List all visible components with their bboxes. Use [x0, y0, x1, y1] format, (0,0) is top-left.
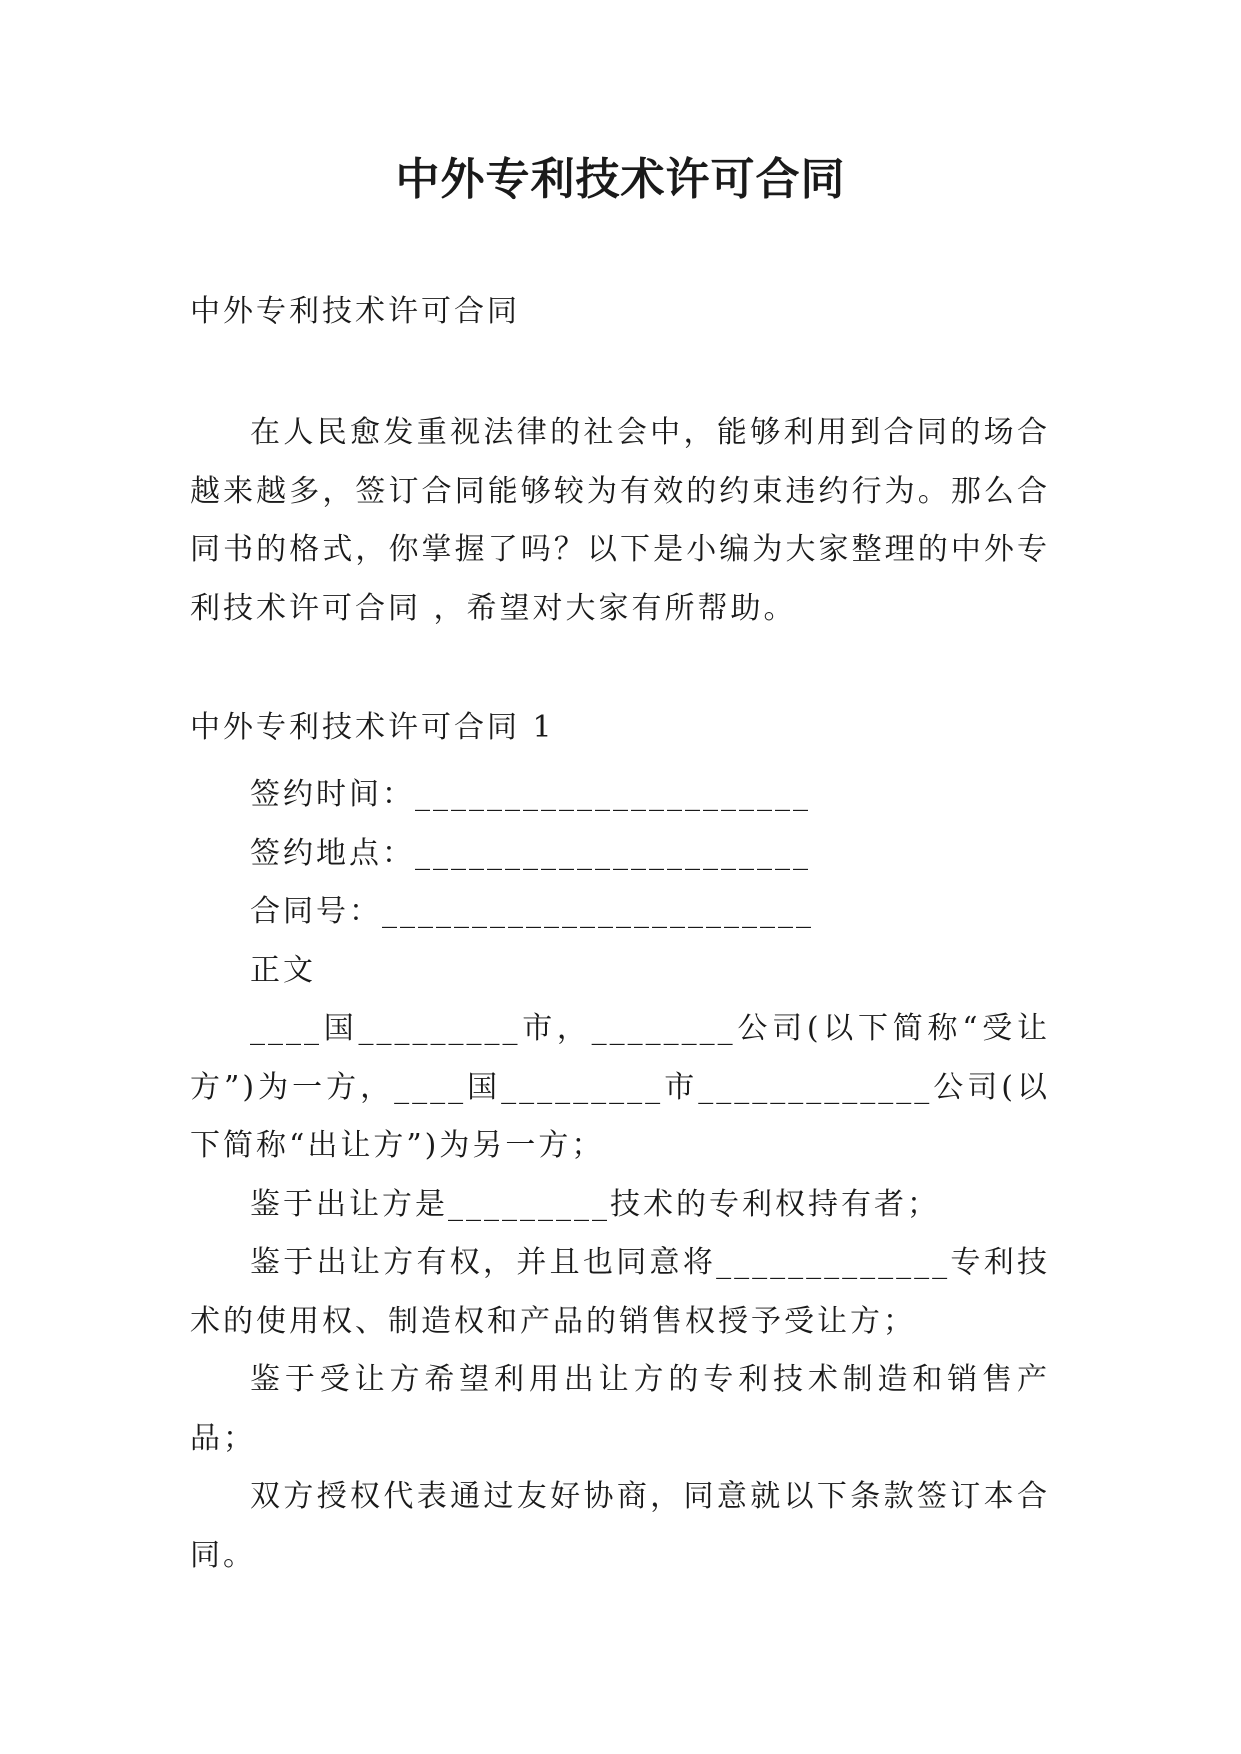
- whereas-patent-holder: 鉴于出让方是_________技术的专利权持有者；: [250, 1186, 940, 1222]
- whereas-license-grant: 鉴于出让方有权，并且也同意将_____________专利技术的使用权、制造权和产品的销售权授予受让方；: [190, 1245, 1050, 1339]
- section-title: 中外专利技术许可合同 1: [190, 710, 555, 745]
- whereas-licensee-wish: 鉴于受让方希望利用出让方的专利技术制造和销售产品；: [190, 1362, 1050, 1456]
- parties-paragraph: ____国_________市，________公司(以下简称“受让方”)为一方，____国_________市_____________公司(以下简称“出让方”)为另一方；: [190, 1011, 1050, 1163]
- contract-lines: [190, 766, 1050, 1585]
- document-title: 中外专利技术许可合同: [395, 154, 846, 205]
- document-body: [190, 292, 1050, 1585]
- body-heading: 正文: [250, 952, 316, 988]
- intro-paragraph: 在人民愈发重视法律的社会中，能够利用到合同的场合越来越多，签订合同能够较为有效的约束违约行为。那么合同书的格式，你掌握了吗？以下是小编为大家整理的中外专利技术许可合同 ，希望对大家有所帮助。: [190, 415, 1050, 626]
- agreement-paragraph: 双方授权代表通过友好协商，同意就以下条款签订本合同。: [190, 1479, 1050, 1573]
- document-subtitle: 中外专利技术许可合同: [190, 294, 520, 329]
- contract-number-line: 合同号：________________________: [250, 894, 814, 929]
- signing-place-line: 签约地点：______________________: [250, 835, 811, 871]
- signing-time-line: 签约时间：______________________: [250, 777, 811, 812]
